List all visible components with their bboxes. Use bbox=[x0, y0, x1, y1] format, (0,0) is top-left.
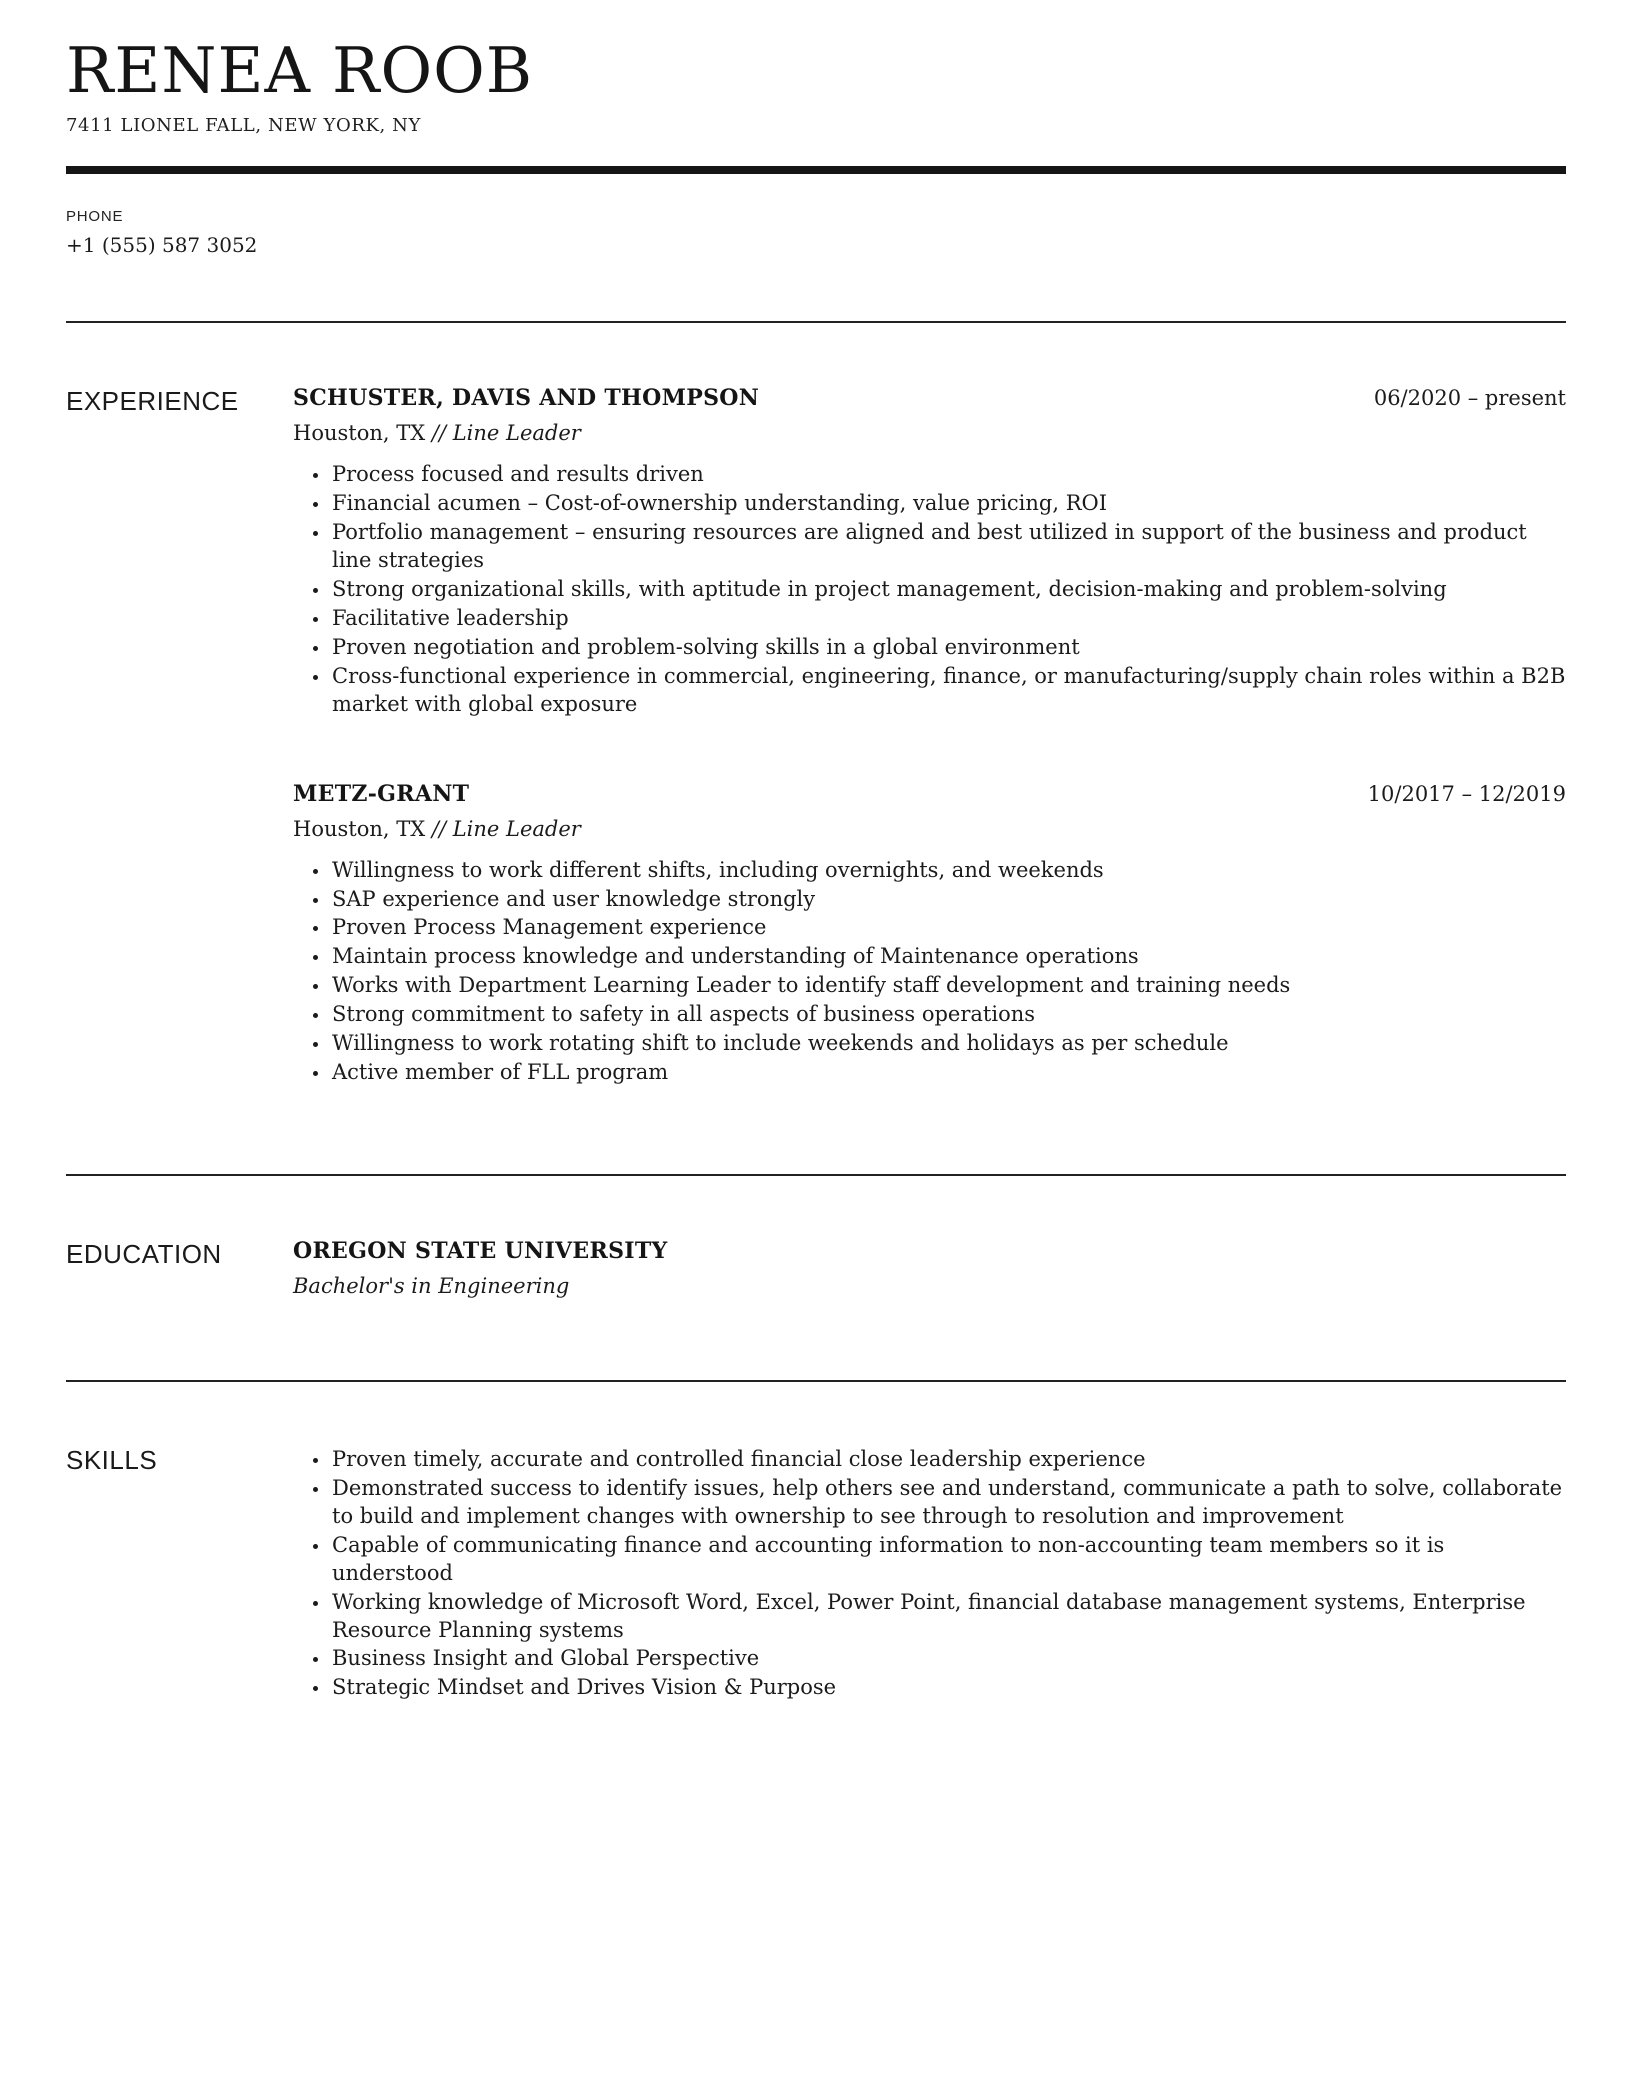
bullet-item: • Active member of FLL program bbox=[330, 1059, 1566, 1087]
education-content bbox=[293, 1238, 1566, 1298]
degree: Bachelor's in Engineering bbox=[293, 1273, 570, 1298]
job-entry-1 bbox=[293, 385, 1566, 718]
bullet-item: • Financial acumen – Cost-of-ownership understanding, value pricing, ROI bbox=[330, 490, 1566, 518]
skills-content bbox=[293, 1444, 1566, 1703]
contact-divider bbox=[66, 321, 1566, 323]
job-location: Houston, TX bbox=[293, 816, 426, 841]
candidate-address: 7411 LIONEL FALL, NEW YORK, NY bbox=[66, 115, 422, 137]
job-header bbox=[293, 781, 1566, 807]
bullet-item: • Proven negotiation and problem-solving skills in a global environment bbox=[330, 634, 1566, 662]
candidate-name: RENEA ROOB bbox=[66, 34, 534, 107]
job-dates: 10/2017 – 12/2019 bbox=[1367, 781, 1566, 806]
bullet-item: • Working knowledge of Microsoft Word, Excel, Power Point, financial database management systems, Enterprise Resource Planning systems bbox=[330, 1589, 1566, 1645]
job-bullets bbox=[293, 461, 1566, 718]
school-name: OREGON STATE UNIVERSITY bbox=[293, 1237, 668, 1264]
phone-label: PHONE bbox=[66, 208, 124, 226]
job-separator: // bbox=[431, 816, 447, 841]
job-separator: // bbox=[431, 421, 447, 446]
bullet-item: • Facilitative leadership bbox=[330, 605, 1566, 633]
resume-header bbox=[66, 36, 1566, 136]
job-title: Line Leader bbox=[452, 816, 581, 841]
education-section bbox=[66, 1238, 1566, 1298]
bullet-item: • Proven timely, accurate and controlled financial close leadership experience bbox=[330, 1446, 1566, 1474]
job-title: Line Leader bbox=[452, 421, 581, 446]
bullet-item: • Willingness to work different shifts, including overnights, and weekends bbox=[330, 857, 1566, 885]
bullet-item: • Capable of communicating finance and accounting information to non-accounting team members so it is understood bbox=[330, 1532, 1566, 1588]
bullet-item: • Process focused and results driven bbox=[330, 461, 1566, 489]
experience-section-label: EXPERIENCE bbox=[66, 386, 239, 417]
bullet-item: • Willingness to work rotating shift to include weekends and holidays as per schedule bbox=[330, 1030, 1566, 1058]
skills-bullets bbox=[293, 1446, 1566, 1702]
bullet-item: • Demonstrated success to identify issues, help others see and understand, communicate a path to solve, collaborate to build and implement changes with ownership to see through to resolution and improvement bbox=[330, 1475, 1566, 1531]
job-subtitle bbox=[293, 421, 1566, 445]
bullet-item: • Portfolio management – ensuring resources are aligned and best utilized in support of the business and product line strategies bbox=[330, 519, 1566, 575]
bullet-item: • Proven Process Management experience bbox=[330, 914, 1566, 942]
job-bullets bbox=[293, 857, 1566, 1087]
phone-value: +1 (555) 587 3052 bbox=[66, 233, 258, 258]
job-location: Houston, TX bbox=[293, 421, 426, 446]
job-dates: 06/2020 – present bbox=[1373, 386, 1566, 411]
header-divider bbox=[66, 166, 1566, 174]
bullet-item: • Works with Department Learning Leader to identify staff development and training needs bbox=[330, 972, 1566, 1000]
skills-section-label: SKILLS bbox=[66, 1444, 158, 1475]
bullet-item: • Strong commitment to safety in all aspects of business operations bbox=[330, 1001, 1566, 1029]
experience-divider bbox=[66, 1174, 1566, 1176]
experience-section bbox=[66, 385, 1566, 1088]
company-name: METZ-GRANT bbox=[293, 780, 470, 807]
job-subtitle bbox=[293, 817, 1566, 841]
skills-section bbox=[66, 1444, 1566, 1703]
education-divider bbox=[66, 1380, 1566, 1382]
bullet-item: • Cross-functional experience in commercial, engineering, finance, or manufacturing/supply chain roles within a B2B market with global exposure bbox=[330, 663, 1566, 719]
education-section-label: EDUCATION bbox=[66, 1238, 222, 1269]
job-entry-2 bbox=[293, 781, 1566, 1087]
bullet-item: • Business Insight and Global Perspective bbox=[330, 1645, 1566, 1673]
bullet-item: • Strong organizational skills, with aptitude in project management, decision-making and problem-solving bbox=[330, 576, 1566, 604]
experience-content bbox=[293, 385, 1566, 1088]
bullet-item: • SAP experience and user knowledge strongly bbox=[330, 886, 1566, 914]
job-header bbox=[293, 385, 1566, 411]
contact-section bbox=[66, 208, 1566, 257]
bullet-item: • Strategic Mindset and Drives Vision & Purpose bbox=[330, 1674, 1566, 1702]
company-name: SCHUSTER, DAVIS AND THOMPSON bbox=[293, 385, 760, 412]
bullet-item: • Maintain process knowledge and understanding of Maintenance operations bbox=[330, 943, 1566, 971]
